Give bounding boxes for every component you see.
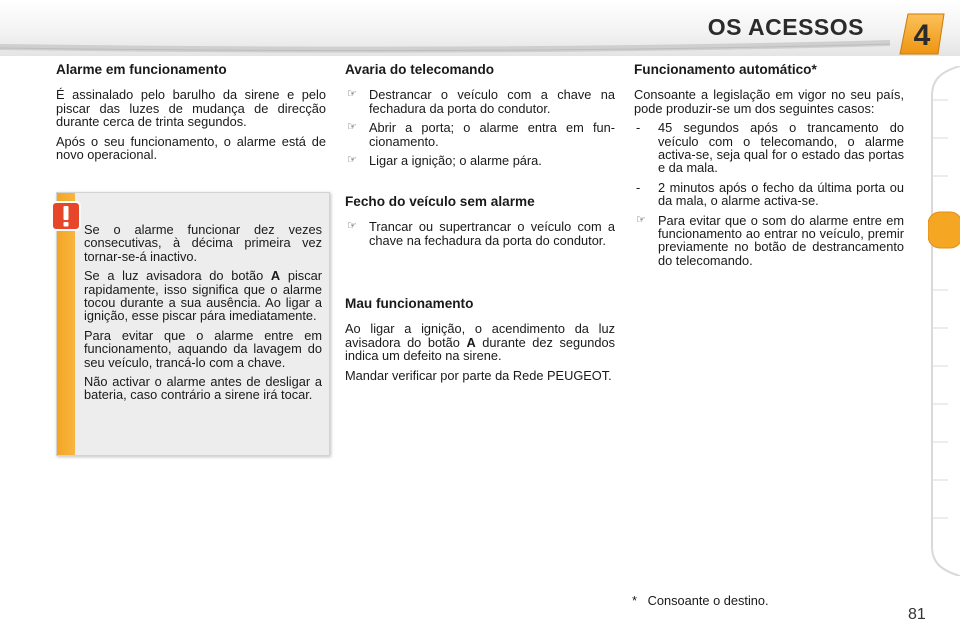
section-heading-lock-without-alarm: Fecho do veículo sem alarme xyxy=(345,194,535,209)
column-lock-without-alarm xyxy=(345,195,615,253)
list-item: - 2 minutos após o fecho da última porta ou da mala, o alarme activa-se. xyxy=(636,179,904,209)
footnote-text: Consoante o destino. xyxy=(647,593,769,608)
list-item: ☞ Ligar a ignição; o alarme pára. xyxy=(347,153,542,169)
list-item: ☞ Para evitar que o som do alarme entre em funcionamento ao entrar no veículo, premir previamente no botão de destrancamento do telecomando. xyxy=(636,212,904,268)
chapter-tabs xyxy=(928,66,960,576)
list-item: - 45 segundos após o trancamento do veículo com o telecomando, o alarme activa-se, seja qual for o estado das portas e da mala. xyxy=(636,120,904,176)
column-alarm-operation xyxy=(56,63,326,167)
bullet-list xyxy=(345,88,615,167)
chapter-number: 4 xyxy=(913,19,931,52)
list-item: ☞ Abrir a porta; o alarme entra em funcionamento. xyxy=(347,120,615,149)
warning-stripe xyxy=(57,193,75,455)
button-a-label: A xyxy=(466,334,476,350)
warning-paragraph: Se a luz avisadora do botão A piscar rapidamente, isso significa que o alarme tocou durante a sua ausência. Ao ligar a ignição, esse piscar pára imediatamente. xyxy=(84,268,322,324)
chapter-number-badge xyxy=(898,12,946,56)
paragraph: Ao ligar a ignição, o acendimento da luz avisadora do botão A durante dez segundos indica um defeito na sirene. xyxy=(345,321,615,364)
bullet-list xyxy=(345,220,615,247)
paragraph: Consoante a legislação em vigor no seu país, pode produzir-se um dos seguintes casos: xyxy=(634,87,904,116)
list-item: ☞ Destrancar o veículo com a chave na fechadura da porta do condutor. xyxy=(347,87,615,116)
warning-box xyxy=(56,192,330,456)
page-number: 81 xyxy=(908,606,926,623)
footnote xyxy=(632,593,769,608)
section-heading-alarm-operation: Alarme em funcionamento xyxy=(56,62,227,77)
column-remote-failure xyxy=(345,63,615,173)
finger-pointer-icon: ☞ xyxy=(347,154,357,167)
finger-pointer-icon: ☞ xyxy=(347,88,357,101)
finger-pointer-icon: ☞ xyxy=(636,213,646,226)
button-a-label: A xyxy=(270,268,281,284)
section-heading-remote-failure: Avaria do telecomando xyxy=(345,62,495,77)
warning-exclamation-icon xyxy=(51,201,81,231)
paragraph: Após o seu funcionamento, o alarme está de novo operacional. xyxy=(56,133,326,163)
paragraph: Mandar verificar por parte da Rede PEUGEOT. xyxy=(345,367,612,383)
column-automatic-operation xyxy=(634,63,904,273)
chapter-title: OS ACESSOS xyxy=(707,14,864,40)
warning-text xyxy=(84,223,322,408)
warning-paragraph: Para evitar que o alarme entre em funcionamento, aquando da lavagem do seu veículo, trancá-lo com a chave. xyxy=(84,327,322,370)
dash-list xyxy=(634,121,904,207)
bullet-list xyxy=(634,214,904,268)
list-item: ☞ Trancar ou supertrancar o veículo com a chave na fechadura da porta do condutor. xyxy=(347,219,615,248)
finger-pointer-icon: ☞ xyxy=(347,121,357,134)
active-chapter-tab xyxy=(928,212,960,248)
paragraph: É assinalado pelo barulho da sirene e pelo piscar das luzes de mudança de direcção durante cerca de trinta segundos. xyxy=(56,87,326,130)
section-heading-malfunction: Mau funcionamento xyxy=(345,296,474,311)
finger-pointer-icon: ☞ xyxy=(347,220,357,233)
footnote-mark: * xyxy=(632,593,637,608)
warning-paragraph: Não activar o alarme antes de desligar a bateria, caso contrário a sirene irá tocar. xyxy=(84,374,322,403)
column-malfunction xyxy=(345,297,615,388)
section-heading-automatic-operation: Funcionamento automático* xyxy=(634,62,817,77)
warning-paragraph: Se o alarme funcionar dez vezes consecutivas, à décima primeira vez tornar-se-á inactivo. xyxy=(84,222,322,264)
